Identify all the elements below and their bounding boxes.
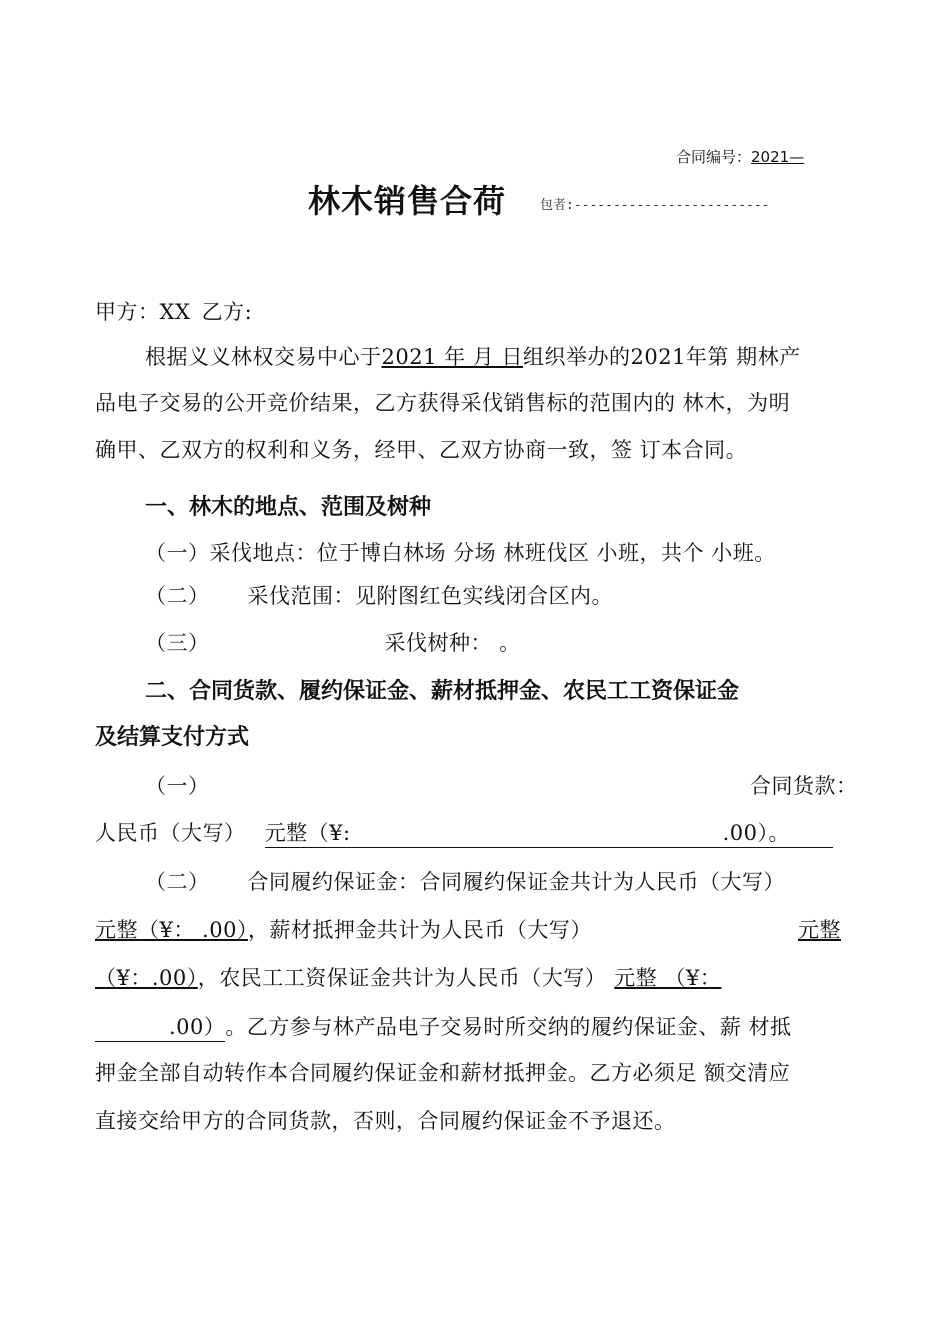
- section-2-item-1-amount: [95, 817, 833, 848]
- wage-deposit-amount: 元整 （¥：: [614, 966, 722, 990]
- fuel-deposit-text: ，薪材抵押金共计为人民币（大写）: [247, 918, 592, 942]
- item-number: （二）: [145, 584, 210, 608]
- contract-number-label: 合同编号：: [676, 148, 752, 166]
- wage-deposit-blank: [95, 1011, 225, 1042]
- amount-label: 人民币（大写）: [95, 821, 246, 845]
- item-text: 采伐树种： 。: [384, 631, 521, 655]
- item-text: 采伐范围：见附图红色实线闭合区内。: [247, 584, 613, 608]
- fuel-deposit-amount: 元整: [798, 918, 841, 942]
- payment-text: 。乙方参与林产品电子交易时所交纳的履约保证金、薪 材抵: [225, 1015, 792, 1039]
- intro-line-2: 品电子交易的公开竞价结果，乙方获得采伐销售标的范围内的 林木，为明: [95, 391, 791, 415]
- section-1-item-3: [145, 627, 521, 657]
- deposit-line: [95, 914, 592, 944]
- wage-deposit-suffix: .00）: [169, 1015, 226, 1039]
- section-2-item-1-number: （一）: [145, 774, 210, 798]
- section-2-heading-line-1: 二、合同货款、履约保证金、薪材抵押金、农民工工资保证金: [145, 679, 740, 704]
- wage-deposit-text: ，农民工工资保证金共计为人民币（大写）: [197, 966, 607, 990]
- item-number: （二）: [145, 870, 210, 894]
- payment-line-5: [95, 1011, 792, 1042]
- payment-line-6: 押金全部自动转作本合同履约保证金和薪材抵押金。乙方必须足 额交清应: [95, 1061, 791, 1085]
- item-number: （三）: [145, 631, 210, 655]
- section-2-item-2: [145, 866, 785, 896]
- packer-line: -------------------------: [573, 198, 770, 213]
- section-1-heading: 一、林木的地点、范围及树种: [145, 495, 432, 520]
- payment-line-7: 直接交给甲方的合同货款，否则，合同履约保证金不予退还。: [95, 1109, 676, 1133]
- deposit-amount: 元整（¥： .00）: [95, 918, 248, 942]
- section-1-item-1: （一）采伐地点：位于博白林场 分场 林班伐区 小班，共个 小班。: [145, 541, 776, 565]
- wage-deposit-line: [95, 962, 721, 992]
- intro-date: 2021 年 月 日: [381, 345, 523, 369]
- fuel-deposit-yuan: （¥：.00）: [95, 966, 198, 990]
- contract-number-value: 2021—: [751, 148, 805, 166]
- section-1-item-2: [145, 580, 613, 610]
- intro-text-a: 根据义义林权交易中心于: [145, 345, 382, 369]
- party-b: 乙方:: [201, 300, 253, 324]
- party-a: 甲方：XX: [95, 300, 191, 324]
- item-text: 合同履约保证金：合同履约保证金共计为人民币（大写）: [247, 870, 785, 894]
- amount-prefix: 元整（¥:: [264, 821, 351, 845]
- packer-label: 包者:: [540, 198, 574, 213]
- section-2-item-1-label: 合同货款：: [750, 774, 858, 798]
- document-title: 林木销售合荷: [308, 182, 507, 220]
- intro-line-3: 确甲、乙双方的权利和义务，经甲、乙双方协商一致，签 订本合同。: [95, 438, 748, 462]
- parties-line: [95, 296, 252, 326]
- section-2-heading-line-2: 及结算支付方式: [95, 725, 250, 750]
- intro-text-b: 组织举办的2021年第 期林产: [522, 345, 801, 369]
- amount-blank: [265, 817, 833, 848]
- packer-field: [540, 194, 770, 213]
- contract-number: [676, 146, 804, 167]
- amount-suffix: .00）。: [722, 821, 791, 845]
- intro-line-1: [145, 341, 801, 371]
